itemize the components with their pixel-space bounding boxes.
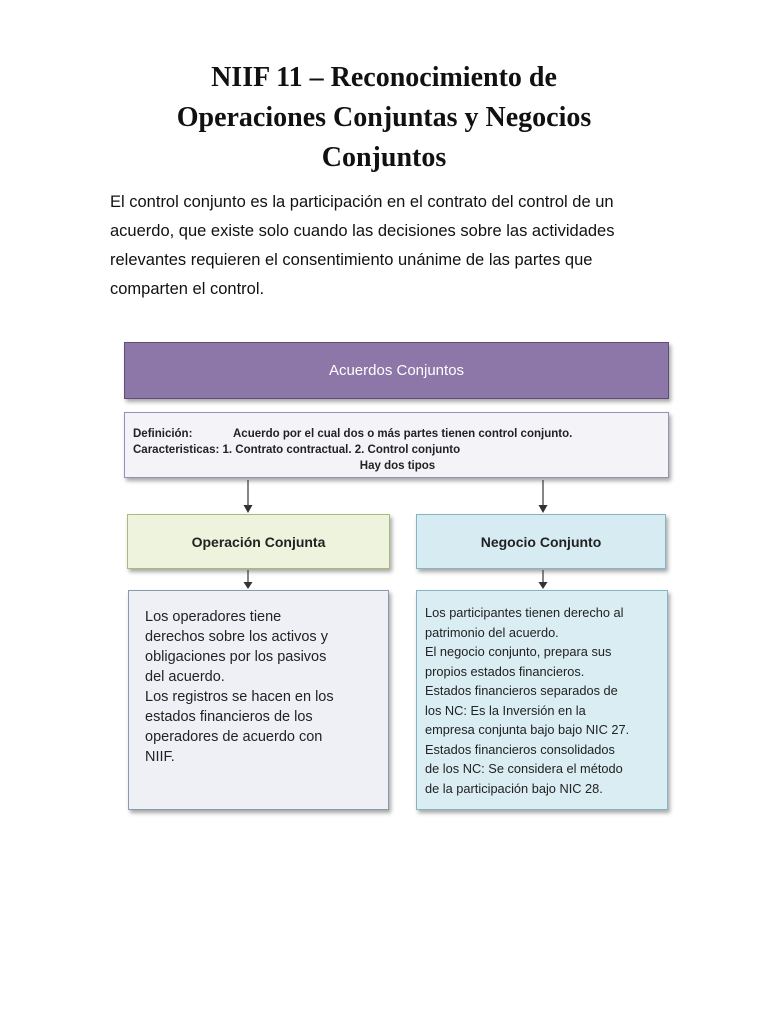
left-line: Los operadores tiene: [145, 609, 282, 625]
left-line: estados financieros de los: [145, 709, 313, 725]
right-line: los NC: Es la Inversión en la: [425, 702, 586, 718]
negocio-conjunto-description: [416, 590, 668, 810]
right-line: empresa conjunta bajo bajo NIC 27.: [425, 722, 630, 737]
intro-paragraph: El control conjunto es la participación en el contrato del control de un acuerdo, que existe solo cuando las decisiones sobre las actividades relevantes requieren el consentimiento unánime de las partes que comparten el control.: [110, 193, 615, 298]
operacion-conjunta-title: Operación Conjunta: [191, 533, 326, 550]
left-line: operadores de acuerdo con: [145, 729, 323, 745]
negocio-conjunto-box: [416, 514, 666, 569]
arrow-down-right-top-icon: [537, 480, 549, 514]
definition-text: Acuerdo por el cual dos o más partes tienen control conjunto.: [233, 428, 573, 440]
right-line: de los NC: Se considera el método: [425, 761, 623, 776]
negocio-conjunto-title: Negocio Conjunto: [480, 533, 602, 550]
right-line: patrimonio del acuerdo.: [425, 624, 559, 640]
right-line: Estados financieros separados de: [425, 683, 618, 698]
arrow-down-left-bottom-icon: [242, 570, 254, 590]
left-line: obligaciones por los pasivos: [145, 649, 327, 665]
right-line: propios estados financieros.: [425, 663, 585, 679]
definition-box: [124, 412, 669, 478]
title-line-3: Conjuntos: [321, 142, 447, 173]
definition-label: Definición:: [133, 428, 193, 440]
right-line: Los participantes tienen derecho al: [425, 605, 624, 620]
definition-row: [133, 426, 662, 442]
arrow-down-left-top-icon: [242, 480, 254, 514]
title-line-2: Operaciones Conjuntas y Negocios: [176, 102, 592, 133]
left-line: del acuerdo.: [145, 669, 225, 685]
right-line: Estados financieros consolidados: [425, 741, 615, 757]
operacion-conjunta-description: [128, 590, 389, 810]
arrow-down-right-bottom-icon: [537, 570, 549, 590]
left-line: NIIF.: [145, 749, 175, 765]
left-line: derechos sobre los activos y: [145, 629, 328, 645]
diagram-header-label: Acuerdos Conjuntos: [328, 362, 465, 379]
characteristics-text: Caracteristicas: 1. Contrato contractual. 2. Control conjunto: [133, 444, 461, 456]
operacion-conjunta-box: [127, 514, 390, 569]
right-line: El negocio conjunto, prepara sus: [425, 644, 612, 659]
left-line: Los registros se hacen en los: [145, 689, 334, 705]
right-line: de la participación bajo NIC 28.: [425, 780, 603, 796]
diagram-header-box: [124, 342, 669, 399]
title-line-1: NIIF 11 – Reconocimiento de: [211, 62, 557, 93]
types-text: Hay dos tipos: [359, 460, 436, 472]
page-title: [100, 58, 668, 178]
